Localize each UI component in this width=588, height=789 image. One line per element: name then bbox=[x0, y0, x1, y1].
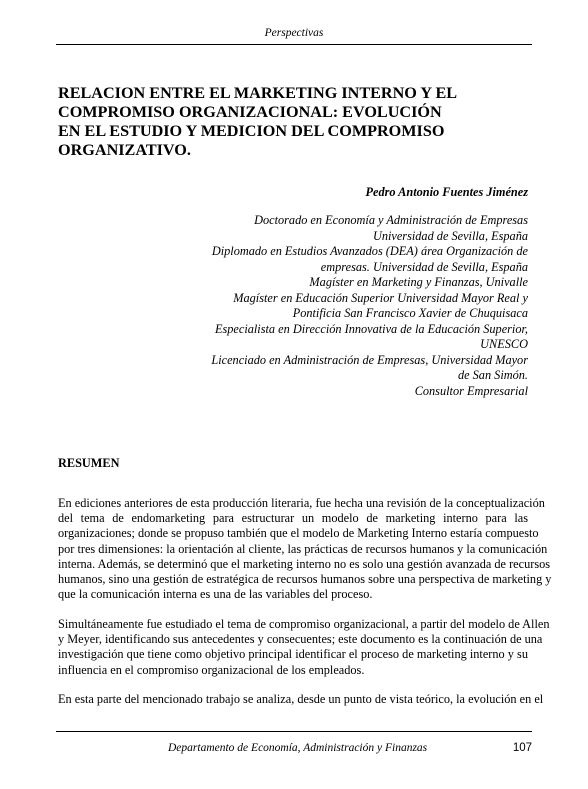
credential-line: empresas. Universidad de Sevilla, España bbox=[320, 259, 528, 274]
footer-department: Departamento de Economía, Administración y Finanzas bbox=[168, 742, 428, 754]
abstract-paragraph bbox=[58, 617, 550, 678]
paragraph-line: En esta parte del mencionado trabajo se analiza, desde un punto de vista teórico, la evolución en el bbox=[58, 692, 544, 706]
abstract-paragraph bbox=[58, 496, 552, 602]
paragraph-line: humanos, sino una gestión de estratégica de recursos humanos sobre una perspectiva de marketing y bbox=[58, 572, 552, 587]
paragraph-line: por tres dimensiones: la orientación al cliente, las prácticas de recursos humanos y la comunicación bbox=[58, 541, 548, 556]
paragraph-line: influencia en el compromiso organizacional de los empleados. bbox=[58, 662, 365, 677]
paragraph-line: Simultáneamente fue estudiado el tema de compromiso organizacional, a partir del modelo de Allen bbox=[58, 617, 550, 631]
section-heading: RESUMEN bbox=[58, 456, 120, 470]
credential-line: Universidad de Sevilla, España bbox=[372, 228, 528, 243]
paragraph-line: del tema de endomarketing para estructurar un modelo de marketing interno para las bbox=[58, 511, 528, 526]
title-line: COMPROMISO ORGANIZACIONAL: EVOLUCIÓN bbox=[58, 103, 442, 121]
footer-rule bbox=[56, 731, 532, 732]
title-line: ORGANIZATIVO. bbox=[58, 141, 191, 159]
credential-line: UNESCO bbox=[480, 337, 528, 351]
paragraph-line: En ediciones anteriores de esta producción literaria, fue hecha una revisión de la conceptualización bbox=[58, 496, 545, 510]
credential-line: Especialista en Dirección Innovativa de la Educación Superior, bbox=[214, 321, 528, 336]
author-credentials bbox=[211, 213, 528, 399]
credential-line: Diplomado en Estudios Avanzados (DEA) área Organización de bbox=[211, 244, 528, 258]
paragraph-line: y Meyer, identificando sus antecedentes y consecuentes; este documento es la continuación de una bbox=[58, 632, 543, 647]
credential-line: Consultor Empresarial bbox=[414, 383, 528, 398]
page-number: 107 bbox=[512, 742, 532, 754]
credential-line: Licenciado en Administración de Empresas, Universidad Mayor bbox=[211, 352, 528, 367]
running-header: Perspectivas bbox=[264, 27, 324, 39]
credential-line: Pontificia San Francisco Xavier de Chuquisaca bbox=[292, 306, 528, 320]
paragraph-line: interna. Además, se determinó que el marketing interno no es solo una gestión avanzada de recursos bbox=[58, 556, 551, 571]
paragraph-line: que la comunicación interna es una de las variables del proceso. bbox=[58, 587, 373, 602]
credential-line: de San Simón. bbox=[457, 368, 528, 382]
header-rule bbox=[56, 44, 532, 45]
paragraph-line: investigación que tiene como objetivo principal identificar el proceso de marketing interno y su bbox=[58, 647, 528, 662]
credential-line: Magíster en Marketing y Finanzas, Univalle bbox=[309, 275, 528, 289]
credential-line: Magíster en Educación Superior Universidad Mayor Real y bbox=[233, 290, 528, 305]
paragraph-line: organizaciones; donde se propuso también que el modelo de Marketing Interno estaría compuesto bbox=[58, 526, 539, 541]
credential-line: Doctorado en Economía y Administración de Empresas bbox=[254, 213, 528, 227]
title-line: EN EL ESTUDIO Y MEDICION DEL COMPROMISO bbox=[58, 122, 445, 140]
article-title bbox=[58, 84, 528, 160]
author-name: Pedro Antonio Fuentes Jiménez bbox=[365, 185, 528, 199]
abstract-paragraph bbox=[58, 692, 544, 707]
title-line: RELACION ENTRE EL MARKETING INTERNO Y EL bbox=[58, 84, 458, 102]
